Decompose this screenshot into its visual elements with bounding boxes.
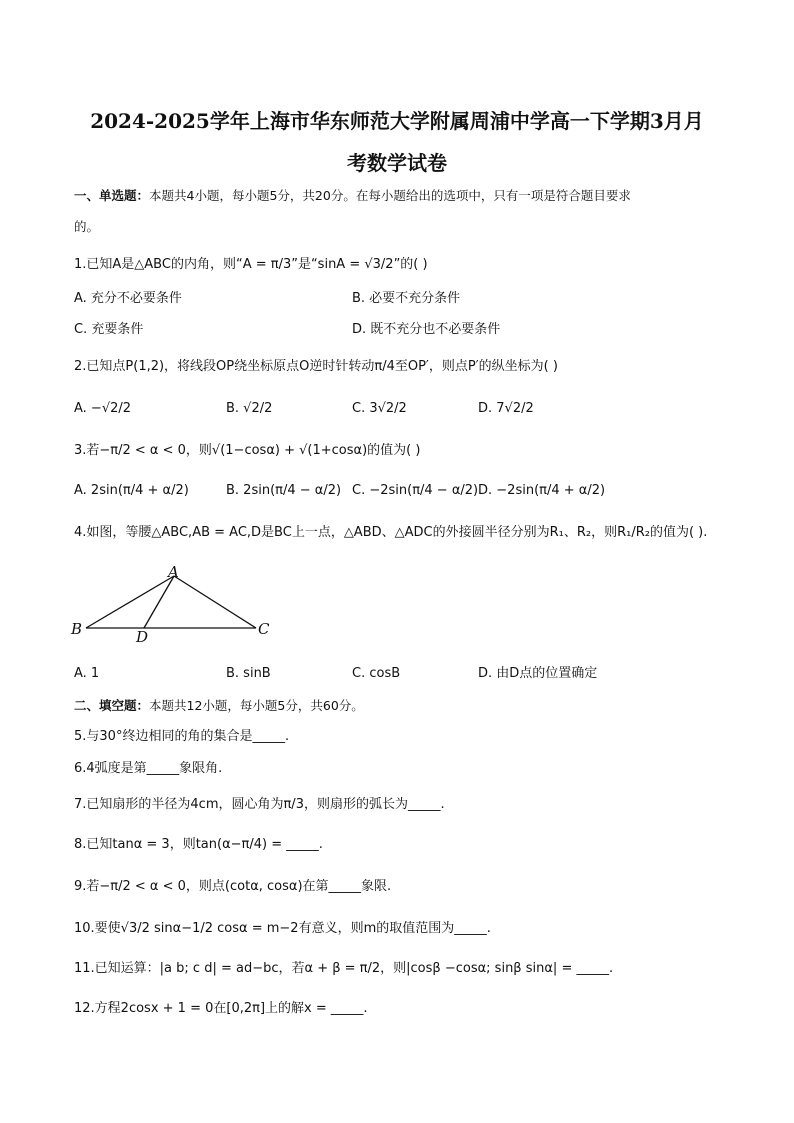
section2-heading-rest: 本题共12小题，每小题5分，共60分。 [149,698,364,713]
question-5: 5.与30°终边相同的角的集合是_____. [74,729,290,744]
question-12: 12.方程2cosx + 1 = 0在[0,2π]上的解x = _____. [74,1001,368,1016]
label-d: D [136,628,149,646]
question-6: 6.4弧度是第_____象限角. [74,761,223,776]
question-2-text: 2.已知点P(1,2)，将线段OP绕坐标原点O逆时针转动π/4至OP′，则点P′的纵坐标为( ) [74,359,558,374]
question-7: 7.已知扇形的半径为4cm，圆心角为π/3，则扇形的弧长为_____. [74,797,445,812]
segment-ab [86,576,174,628]
title-line-1: 2024-2025学年上海市华东师范大学附属周浦中学高一下学期3月月 [90,109,704,133]
question-8: 8.已知tanα = 3，则tan(α−π/4) = _____. [74,837,323,852]
q2-option-d: D. 7√2/2 [478,401,534,416]
q1-option-a: A. 充分不必要条件 [74,291,182,306]
section1-heading-cont: 的。 [74,219,100,234]
q2-option-a: A. −√2/2 [74,401,132,416]
q4-option-a: A. 1 [74,666,100,681]
label-a: A [168,563,179,581]
section2-heading-bold: 二、填空题： [74,698,150,713]
q1-option-b: B. 必要不充分条件 [352,291,461,306]
q3-option-a: A. 2sin(π/4 + α/2) [74,483,189,498]
question-9: 9.若−π/2 < α < 0，则点(cotα, cosα)在第_____象限. [74,879,392,894]
question-1-text: 1.已知A是△ABC的内角，则“A = π/3”是“sinA = √3/2”的( ) [74,257,428,272]
page-title [40,100,754,184]
label-b: B [71,620,83,638]
question-4 [74,524,707,542]
triangle-figure [66,560,286,650]
question-4-text: 4.如图，等腰△ABC,AB = AC,D是BC上一点，△ABD、△ADC的外接圆半径分别为R₁、R₂，则R₁/R₂的值为( ). [74,525,708,540]
q3-option-c: C. −2sin(π/4 − α/2) [352,483,479,498]
label-c: C [258,620,270,638]
segment-ad [144,576,174,628]
section1-heading-bold: 一、单选题： [74,188,150,203]
question-3 [74,442,420,460]
q1-option-c: C. 充要条件 [74,322,144,337]
question-2 [74,358,558,376]
q3-option-d: D. −2sin(π/4 + α/2) [478,483,606,498]
q4-option-b: B. sinB [226,666,271,681]
q1-option-d: D. 既不充分也不必要条件 [352,322,501,337]
section1-heading [74,187,631,205]
question-1 [74,256,428,274]
title-line-2: 考数学试卷 [347,151,447,175]
section2-heading [74,697,364,715]
question-3-text: 3.若−π/2 < α < 0，则√(1−cosα) + √(1+cosα)的值为( ) [74,443,421,458]
question-11: 11.已知运算：|a b; c d| = ad−bc，若α + β = π/2，则|cosβ −cosα; sinβ sinα| = _____. [74,961,614,976]
q2-option-b: B. √2/2 [226,401,273,416]
q2-option-c: C. 3√2/2 [352,401,407,416]
q4-option-d: D. 由D点的位置确定 [478,666,598,681]
question-10: 10.要使√3/2 sinα−1/2 cosα = m−2有意义，则m的取值范围为_____. [74,921,491,936]
segment-ac [174,576,256,628]
q4-option-c: C. cosB [352,666,401,681]
section1-heading-rest: 本题共4小题，每小题5分，共20分。在每小题给出的选项中，只有一项是符合题目要求 [149,188,631,203]
q3-option-b: B. 2sin(π/4 − α/2) [226,483,342,498]
